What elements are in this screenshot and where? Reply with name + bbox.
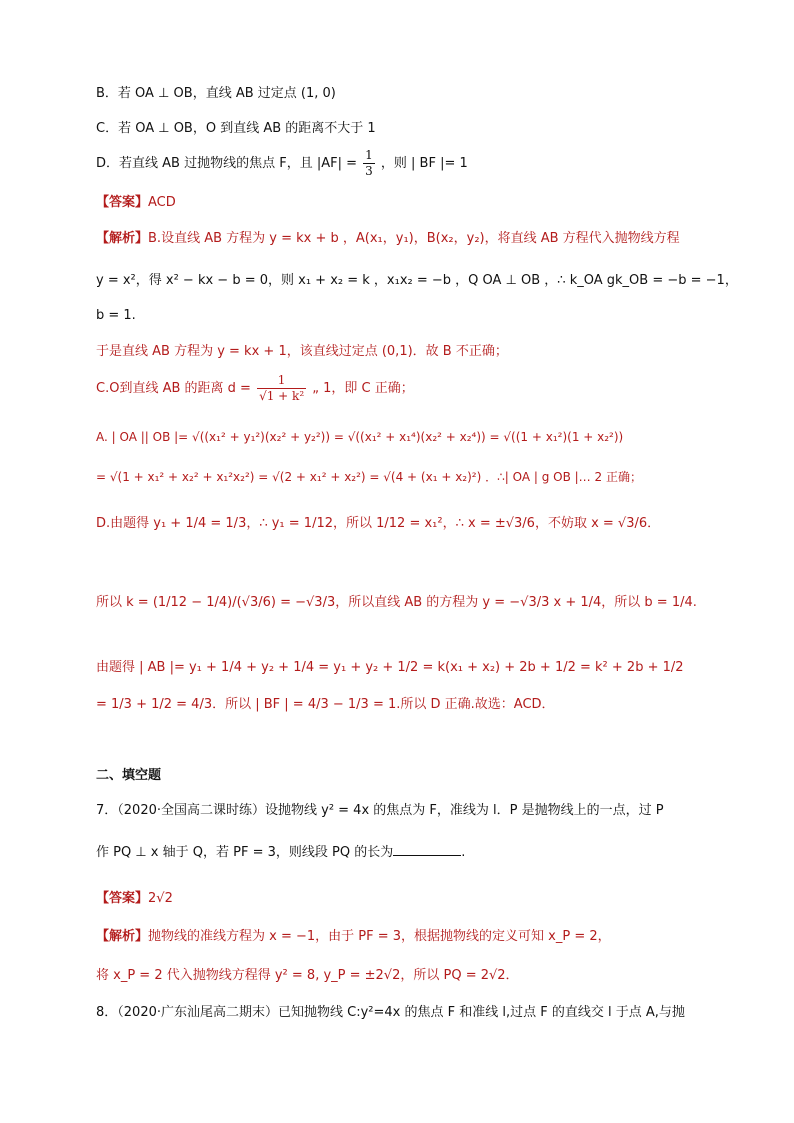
option-d-text-end: ，则 | BF |= 1 (380, 156, 468, 171)
question-7-line-1: 7．（2020·全国高二课时练）设抛物线 y² = 4x 的焦点为 F，准线为 l．P 是抛物线上的一点，过 P (96, 803, 664, 818)
option-d-fraction (363, 148, 375, 179)
solution-line-1 (96, 229, 734, 249)
solution-line-9: 所以 k = (1/12 − 1/4)/(√3/6) = −√3/3，所以直线 AB 的方程为 y = −√3/3 x + 1/4，所以 b = 1/4. (96, 595, 697, 610)
solution-text-end: „ 1，即 C 正确； (312, 381, 414, 396)
answer-blank (393, 841, 461, 856)
solution-line-2: y = x²，得 x² − kx − b = 0，则 x₁ + x₂ = k ，x₁x₂ = −b ，Q OA ⊥ OB ，∴ k_OA gk_OB = −b = −1， (96, 273, 738, 288)
option-c: C．若 OA ⊥ OB，O 到直线 AB 的距离不大于 1 (96, 121, 376, 136)
option-b: B．若 OA ⊥ OB，直线 AB 过定点 (1, 0) (96, 86, 336, 101)
question-7-end: . (461, 845, 466, 860)
solution-line-5 (96, 372, 734, 406)
answer-value: 2√2 (148, 891, 173, 906)
answer-value: ACD (148, 195, 176, 210)
solution-line-6: A. | OA || OB |= √((x₁² + y₁²)(x₂² + y₂²)) = √((x₁² + x₁⁴)(x₂² + x₂⁴)) = √((1 + x₁²)(1 + x₂²)) (96, 430, 624, 444)
answer-line-1 (96, 193, 734, 213)
solution-label: 【解析】 (96, 929, 149, 944)
option-d-text: D．若直线 AB 过抛物线的焦点 F，且 |AF| = (96, 156, 357, 171)
answer-line-7 (96, 889, 734, 909)
solution-text: B.设直线 AB 方程为 y = kx + b ，A(x₁，y₁)，B(x₂，y₂)，将直线 AB 方程代入抛物线方程 (148, 231, 680, 246)
solution-line-7: = √(1 + x₁² + x₂² + x₁²x₂²) = √(2 + x₁² + x₂²) = √(4 + (x₁ + x₂)²) ．∴| OA | g OB |… 2 正确； (96, 470, 642, 484)
solution-line-10: 由题得 | AB |= y₁ + 1/4 + y₂ + 1/4 = y₁ + y₂ + 1/2 = k(x₁ + x₂) + 2b + 1/2 = k² + 2b + 1/2 (96, 660, 684, 675)
solution-7-line-1 (96, 927, 734, 947)
distance-fraction (257, 373, 306, 404)
answer-label: 【答案】 (96, 891, 149, 906)
question-8-line-1: 8．（2020·广东汕尾高二期末）已知抛物线 C:y²=4x 的焦点 F 和准线 l,过点 F 的直线交 l 于点 A,与抛 (96, 1005, 685, 1020)
solution-label: 【解析】 (96, 231, 149, 246)
option-d (96, 148, 734, 180)
solution-7-line-2: 将 x_P = 2 代入抛物线方程得 y² = 8, y_P = ±2√2，所以 PQ = 2√2． (96, 968, 519, 983)
fraction-denominator: 3 (365, 164, 373, 178)
fraction-denominator: √1 + k² (259, 389, 305, 403)
solution-text: C.O到直线 AB 的距离 d = (96, 381, 251, 396)
solution-line-3: b = 1. (96, 308, 136, 323)
fraction-numerator: 1 (365, 148, 373, 162)
question-7-line-2 (96, 841, 734, 863)
question-7-text: 作 PQ ⊥ x 轴于 Q，若 PF = 3，则线段 PQ 的长为 (96, 845, 394, 860)
fraction-numerator: 1 (257, 373, 306, 389)
solution-text: 抛物线的准线方程为 x = −1，由于 PF = 3，根据抛物线的定义可知 x_P = 2， (148, 929, 611, 944)
solution-line-8: D.由题得 y₁ + 1/4 = 1/3，∴ y₁ = 1/12，所以 1/12 = x₁²，∴ x = ±√3/6，不妨取 x = √3/6． (96, 516, 661, 531)
solution-line-11: = 1/3 + 1/2 = 4/3．所以 | BF | = 4/3 − 1/3 = 1.所以 D 正确.故选：ACD． (96, 697, 555, 712)
solution-line-4: 于是直线 AB 方程为 y = kx + 1，该直线过定点 (0,1)．故 B 不正确； (96, 344, 508, 359)
section-heading: 二、填空题 (96, 768, 162, 783)
answer-label: 【答案】 (96, 195, 149, 210)
